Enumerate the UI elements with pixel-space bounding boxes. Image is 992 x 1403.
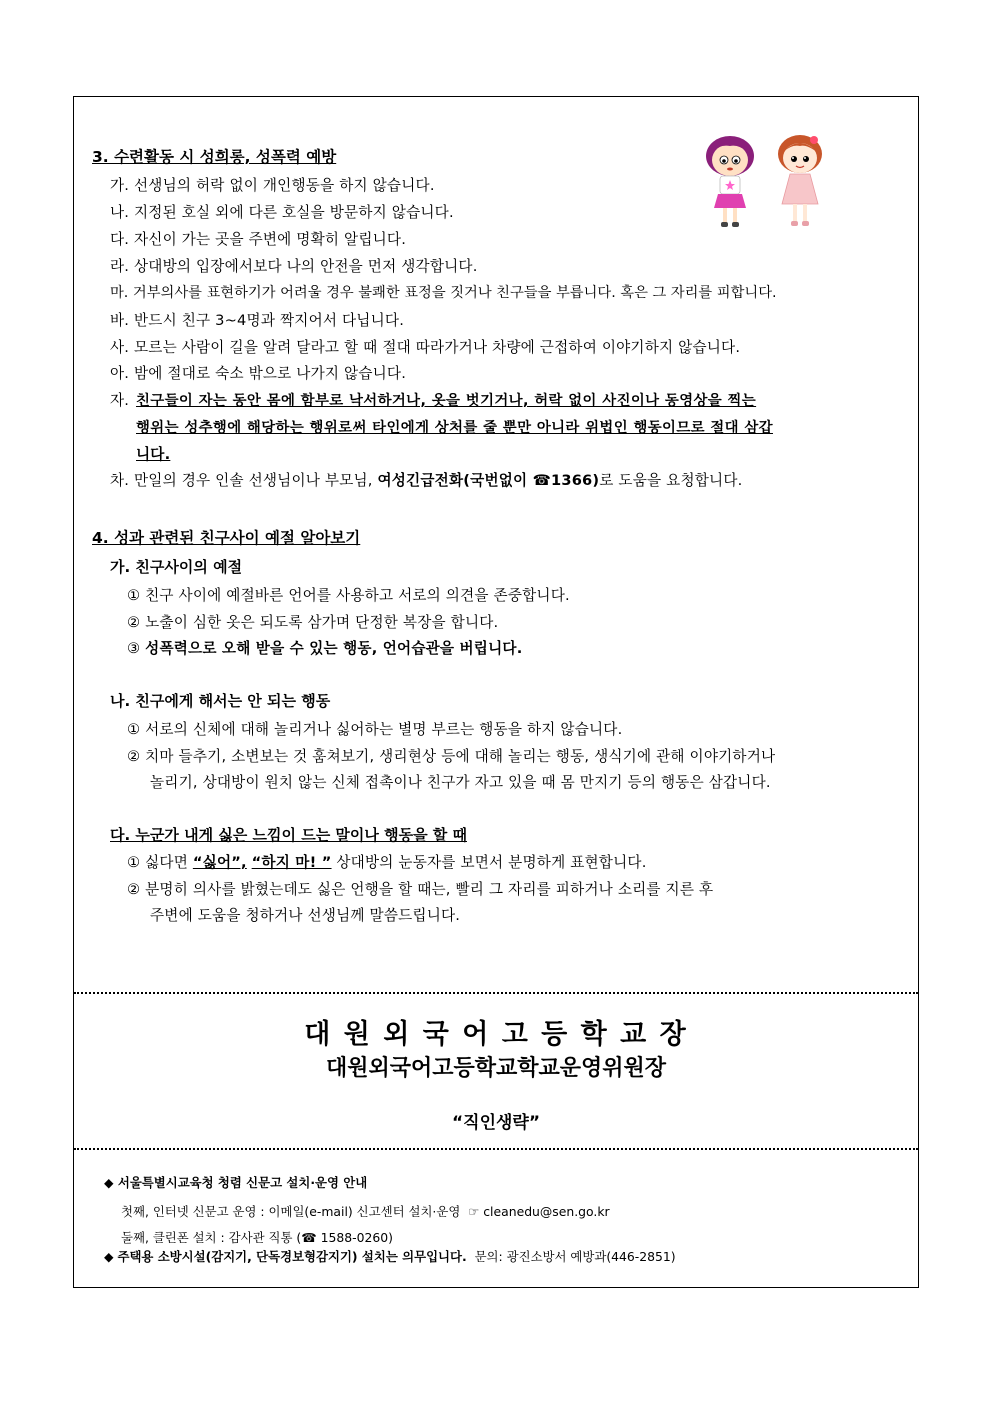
footer-email[interactable]: cleanedu@sen.go.kr — [483, 1204, 610, 1219]
section3-item-ja-line2: 행위는 성추행에 해당하는 행위로써 타인에게 상처를 줄 뿐만 아니라 위법인 행동이므로 절대 삼갑 — [136, 420, 773, 436]
da-item1-before: ① 싫다면 — [127, 854, 193, 871]
committee-title: 대원외국어고등학교학교운영위원장 — [325, 1056, 667, 1081]
footer-line3: 둘째, 클린폰 설치 : 감사관 직통 (☎ 1588-0260) — [121, 1230, 393, 1245]
section3-item-ga: 가. 선생님의 허락 없이 개인행동을 하지 않습니다. — [110, 177, 435, 194]
footer-line1 — [104, 1173, 367, 1191]
diamond-icon: ◆ — [104, 1175, 114, 1190]
section4-ga-item2: ② 노출이 심한 옷은 되도록 삼가며 단정한 복장을 합니다. — [127, 614, 499, 631]
divider-top — [74, 992, 918, 994]
quote-no: “싫어”, — [192, 854, 247, 871]
section3-item-cha — [110, 469, 742, 490]
emergency-phone: 여성긴급전화(국번없이 ☎1366) — [377, 472, 600, 489]
section4-title: 4. 성과 관련된 친구사이 예절 알아보기 — [92, 529, 361, 547]
cha-after: 로 도움을 요청합니다. — [599, 472, 743, 489]
section4-ga-item1: ① 친구 사이에 예절바른 언어를 사용하고 서로의 의견을 존중합니다. — [127, 587, 570, 604]
section3-item-a: 아. 밤에 절대로 숙소 밖으로 나가지 않습니다. — [110, 365, 407, 382]
section3-item-ba: 바. 반드시 친구 3~4명과 짝지어서 다닙니다. — [110, 312, 405, 329]
footer-line2 — [121, 1202, 610, 1220]
girl-left-icon — [706, 136, 754, 227]
quote-stop: “하지 마! ” — [251, 854, 332, 871]
seal-omitted: “직인생략” — [451, 1113, 541, 1133]
footer-line2-text: 첫째, 인터넷 신문고 운영 : 이메일(e-mail) 신고센터 설치·운영 — [121, 1204, 461, 1219]
cha-before: 차. 만일의 경우 인솔 선생님이나 부모님, — [110, 472, 378, 489]
section3-item-da: 다. 자신이 가는 곳을 주변에 명확히 알립니다. — [110, 231, 407, 248]
section3-item-ra: 라. 상대방의 입장에서보다 나의 안전을 먼저 생각합니다. — [110, 258, 478, 275]
pointing-hand-icon: ☞ — [468, 1204, 480, 1219]
section4-da-item1 — [127, 851, 647, 872]
diamond-icon: ◆ — [104, 1249, 114, 1264]
fire-facility-notice: 주택용 소방시설(감지기, 단독경보형감지기) 설치는 의무입니다. — [117, 1249, 467, 1264]
footer-line4 — [104, 1247, 676, 1265]
girl-right-icon — [778, 135, 822, 226]
principal-title: 대 원 외 국 어 고 등 학 교 장 — [304, 1019, 688, 1050]
children-illustration — [698, 130, 838, 240]
section3-item-na: 나. 지정된 호실 외에 다른 호실을 방문하지 않습니다. — [110, 204, 454, 221]
section4-na-item2-line1: ② 치마 들추기, 소변보는 것 훔쳐보기, 생리현상 등에 대해 놀리는 행동, 생식기에 관해 이야기하거나 — [127, 748, 776, 765]
section3-item-ma: 마. 거부의사를 표현하기가 어려울 경우 불쾌한 표정을 짓거나 친구들을 부릅니다. 혹은 그 자리를 피합니다. — [110, 285, 777, 301]
section4-da-item2-line2: 주변에 도움을 청하거나 선생님께 말씀드립니다. — [150, 907, 461, 924]
section3-title: 3. 수련활동 시 성희롱, 성폭력 예방 — [92, 148, 337, 166]
section4-na-item1: ① 서로의 신체에 대해 놀리거나 싫어하는 별명 부르는 행동을 하지 않습니다. — [127, 721, 623, 738]
section4-na-item2-line2: 놀리기, 상대방이 원치 않는 신체 접촉이나 친구가 자고 있을 때 몸 만지기 등의 행동은 삼갑니다. — [150, 774, 771, 791]
item3-marker: ③ — [127, 640, 141, 657]
section3-item-sa: 사. 모르는 사람이 길을 알려 달라고 할 때 절대 따라가거나 차량에 근접하여 이야기하지 않습니다. — [110, 339, 741, 356]
section3-item-ja-prefix: 자. — [110, 392, 130, 409]
footer-line1-text: 서울특별시교육청 청렴 신문고 설치·운영 안내 — [117, 1175, 368, 1190]
section4-na-heading: 나. 친구에게 해서는 안 되는 행동 — [110, 692, 331, 710]
fire-station-contact: 문의: 광진소방서 예방과(446-2851) — [474, 1249, 676, 1264]
section4-da-heading: 다. 누군가 내게 싫은 느낌이 드는 말이나 행동을 할 때 — [110, 826, 467, 844]
da-item1-after: 상대방의 눈동자를 보면서 분명하게 표현합니다. — [331, 854, 647, 871]
section3-item-ja-line1: 친구들이 자는 동안 몸에 함부로 낙서하거나, 옷을 벗기거나, 허락 없이 사진이나 동영상을 찍는 — [136, 393, 757, 409]
section4-ga-item3 — [127, 637, 522, 658]
item3-text: 성폭력으로 오해 받을 수 있는 행동, 언어습관을 버립니다. — [145, 640, 523, 657]
section4-ga-heading: 가. 친구사이의 예절 — [110, 558, 243, 576]
section3-item-ja-line3: 니다. — [136, 446, 171, 463]
section4-da-item2-line1: ② 분명히 의사를 밝혔는데도 싫은 언행을 할 때는, 빨리 그 자리를 피하거나 소리를 지른 후 — [127, 881, 714, 898]
divider-bottom — [74, 1148, 918, 1150]
